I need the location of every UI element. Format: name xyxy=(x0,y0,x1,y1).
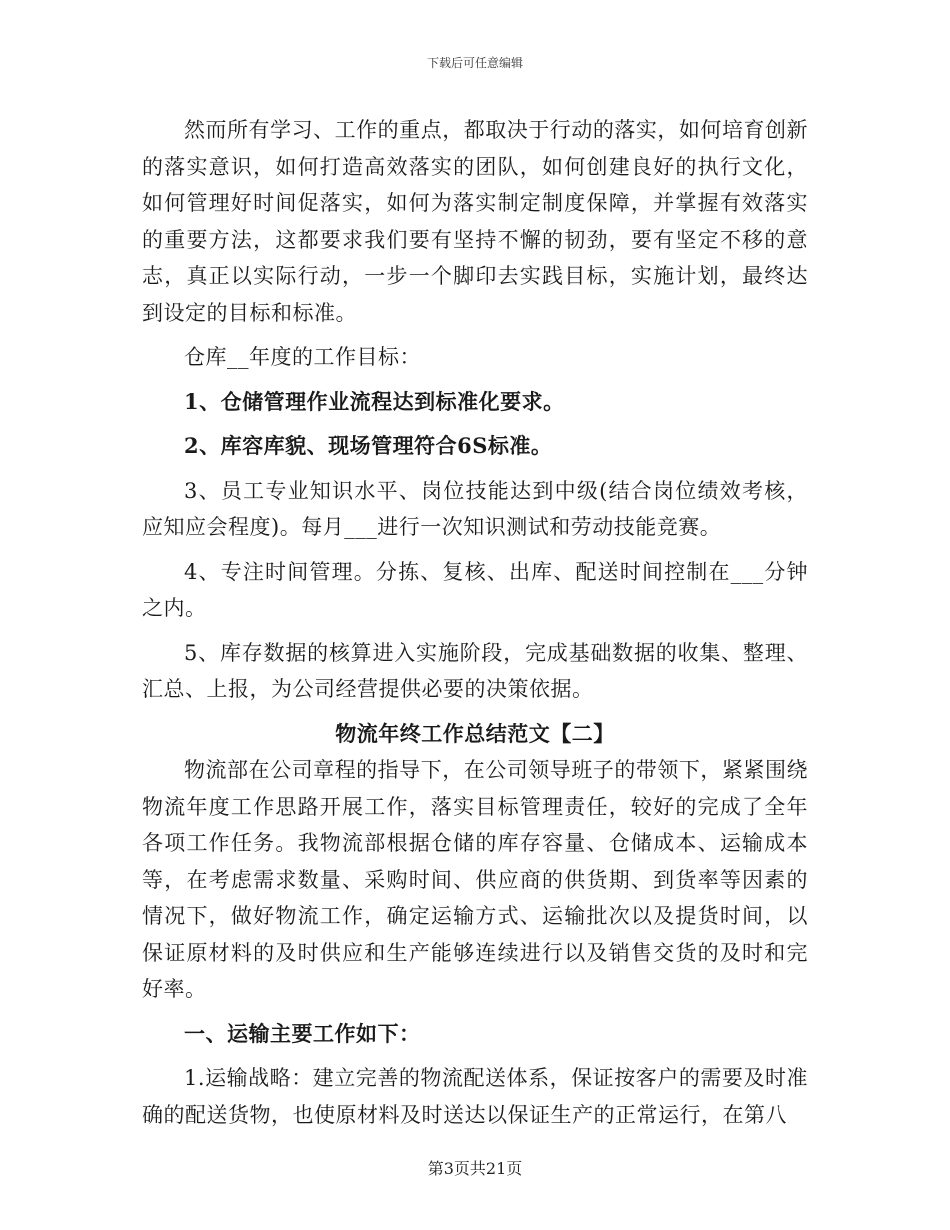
section-title: 物流年终工作总结范文【二】 xyxy=(335,720,615,746)
document-body xyxy=(142,112,808,1133)
paragraph-logistics-summary: 物流部在公司章程的指导下，在公司领导班子的带领下，紧紧围绕物流年度工作思路开展工作，落实目标管理责任，较好的完成了全年各项工作任务。我物流部根据仓储的库存容量、仓储成本、运输成本等，在考虑需求数量、采购时间、供应商的供货期、到货率等因素的情况下，做好物流工作，确定运输方式、运输批次以及提货时间，以保证原材料的及时供应和生产能够连续进行以及销售交货的及时和完好率。 xyxy=(142,758,808,1001)
paragraph-intro: 然而所有学习、工作的重点，都取决于行动的落实，如何培育创新的落实意识，如何打造高效落实的团队，如何创建良好的执行文化，如何管理好时间促落实，如何为落实制定制度保障，并掌握有效落实的重要方法，这都要求我们要有坚持不懈的韧劲，要有坚定不移的意志，真正以实际行动，一步一个脚印去实践目标，实施计划，最终达到设定的目标和标准。 xyxy=(142,118,808,325)
subsection-heading-transport: 一、运输主要工作如下： xyxy=(184,1020,421,1046)
goal-item-5: 5、库存数据的核算进入实施阶段，完成基础数据的收集、整理、汇总、上报，为公司经营提供必要的决策依据。 xyxy=(142,640,808,701)
page-footer: 第3页共21页 xyxy=(427,1159,523,1178)
paragraph-goals-heading: 仓库__年度的工作目标： xyxy=(184,345,421,369)
goal-item-2: 2、库容库貌、现场管理符合6S标准。 xyxy=(184,433,553,458)
page-header: 下载后可任意编辑 xyxy=(426,56,523,70)
goal-item-1: 1、仓储管理作业流程达到标准化要求。 xyxy=(184,388,565,414)
goal-item-4: 4、专注时间管理。分拣、复核、出库、配送时间控制在___分钟之内。 xyxy=(142,559,808,620)
paragraph-transport-strategy: 1.运输战略：建立完善的物流配送体系，保证按客户的需要及时准确的配送货物，也使原材料及时送达以保证生产的正常运行，在第八 xyxy=(142,1066,808,1127)
goal-item-3: 3、员工专业知识水平、岗位技能达到中级(结合岗位绩效考核，应知应会程度)。每月___进行一次知识测试和劳动技能竞赛。 xyxy=(142,478,808,539)
